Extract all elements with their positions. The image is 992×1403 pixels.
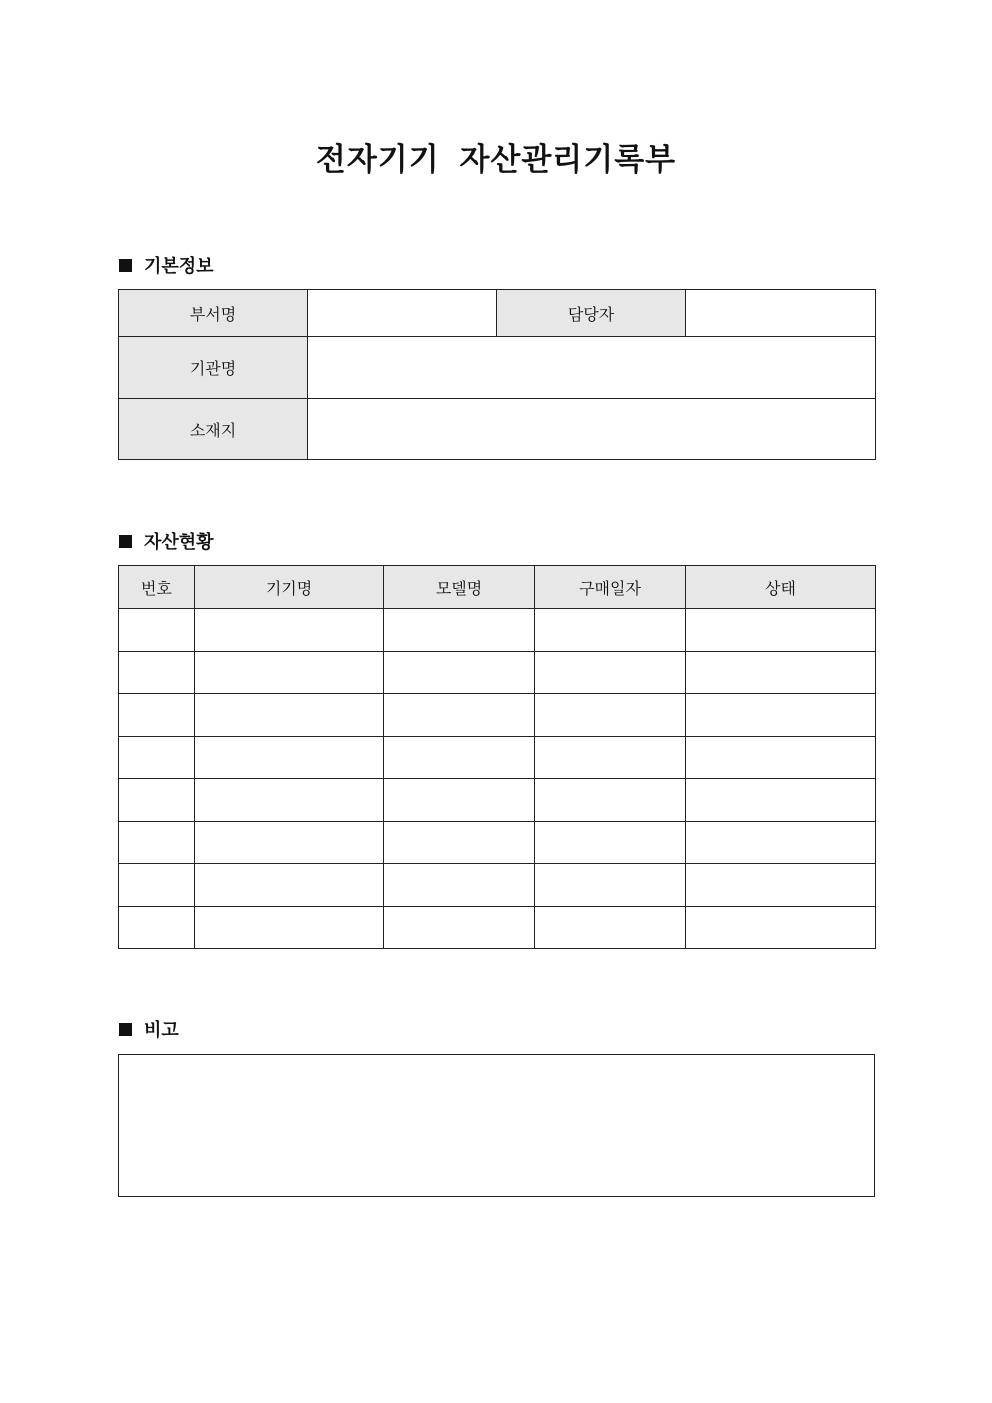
cell-purchase-date[interactable] (535, 694, 686, 737)
col-header-purchase-date: 구매일자 (535, 566, 686, 609)
cell-device-name[interactable] (195, 651, 384, 694)
table-row (119, 609, 876, 652)
cell-model-name[interactable] (384, 906, 535, 949)
cell-number[interactable] (119, 694, 195, 737)
cell-device-name[interactable] (195, 821, 384, 864)
basic-info-row-location (119, 399, 876, 460)
asset-status-table (118, 565, 876, 949)
table-row (119, 864, 876, 907)
table-row (119, 906, 876, 949)
cell-model-name[interactable] (384, 864, 535, 907)
cell-purchase-date[interactable] (535, 651, 686, 694)
col-header-model-name: 모델명 (384, 566, 535, 609)
remarks-field[interactable] (118, 1054, 875, 1197)
asset-table-header-row (119, 566, 876, 609)
cell-status[interactable] (686, 736, 876, 779)
cell-number[interactable] (119, 864, 195, 907)
cell-device-name[interactable] (195, 736, 384, 779)
cell-status[interactable] (686, 821, 876, 864)
cell-number[interactable] (119, 736, 195, 779)
cell-status[interactable] (686, 779, 876, 822)
col-header-status: 상태 (686, 566, 876, 609)
remarks-heading (119, 1017, 179, 1041)
document-title: 전자기기 자산관리기록부 (315, 142, 677, 178)
asset-status-heading-text: 자산현황 (144, 532, 214, 553)
cell-purchase-date[interactable] (535, 906, 686, 949)
remarks-heading-text: 비고 (144, 1020, 179, 1041)
table-row (119, 821, 876, 864)
manager-label: 담당자 (497, 290, 686, 337)
cell-model-name[interactable] (384, 736, 535, 779)
cell-status[interactable] (686, 864, 876, 907)
cell-device-name[interactable] (195, 864, 384, 907)
square-bullet-icon (119, 1023, 132, 1036)
cell-model-name[interactable] (384, 821, 535, 864)
square-bullet-icon (119, 535, 132, 548)
dept-label: 부서명 (119, 290, 308, 337)
cell-purchase-date[interactable] (535, 779, 686, 822)
cell-status[interactable] (686, 906, 876, 949)
cell-purchase-date[interactable] (535, 736, 686, 779)
cell-purchase-date[interactable] (535, 821, 686, 864)
basic-info-table (118, 289, 876, 460)
table-row (119, 779, 876, 822)
dept-field[interactable] (308, 290, 497, 337)
org-label: 기관명 (119, 337, 308, 399)
col-header-device-name: 기기명 (195, 566, 384, 609)
table-row (119, 651, 876, 694)
col-header-number: 번호 (119, 566, 195, 609)
org-field[interactable] (308, 337, 876, 399)
cell-model-name[interactable] (384, 779, 535, 822)
table-row (119, 736, 876, 779)
basic-info-heading (119, 253, 214, 277)
cell-number[interactable] (119, 651, 195, 694)
asset-status-heading (119, 529, 214, 553)
cell-device-name[interactable] (195, 779, 384, 822)
cell-number[interactable] (119, 821, 195, 864)
basic-info-row-dept (119, 290, 876, 337)
cell-number[interactable] (119, 779, 195, 822)
cell-status[interactable] (686, 651, 876, 694)
cell-status[interactable] (686, 609, 876, 652)
cell-purchase-date[interactable] (535, 609, 686, 652)
cell-device-name[interactable] (195, 906, 384, 949)
manager-field[interactable] (686, 290, 876, 337)
table-row (119, 694, 876, 737)
cell-device-name[interactable] (195, 609, 384, 652)
basic-info-heading-text: 기본정보 (144, 256, 214, 277)
asset-table-body (119, 609, 876, 949)
cell-model-name[interactable] (384, 609, 535, 652)
cell-status[interactable] (686, 694, 876, 737)
square-bullet-icon (119, 259, 132, 272)
cell-model-name[interactable] (384, 651, 535, 694)
cell-model-name[interactable] (384, 694, 535, 737)
cell-number[interactable] (119, 609, 195, 652)
cell-purchase-date[interactable] (535, 864, 686, 907)
cell-device-name[interactable] (195, 694, 384, 737)
basic-info-row-org (119, 337, 876, 399)
cell-number[interactable] (119, 906, 195, 949)
location-field[interactable] (308, 399, 876, 460)
location-label: 소재지 (119, 399, 308, 460)
